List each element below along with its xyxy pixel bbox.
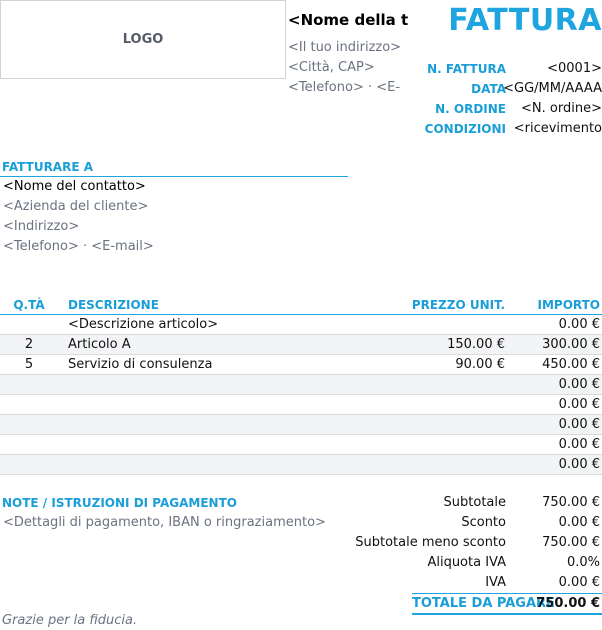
table-row [0, 335, 602, 355]
items-header-row [0, 295, 602, 315]
cell-amount: 0.00 € [558, 377, 600, 392]
totals-row-net [340, 533, 602, 553]
grand-total-value: 750.00 € [536, 596, 600, 611]
company-info [288, 8, 414, 98]
subtotal-value: 750.00 € [542, 495, 600, 510]
cell-unit-price [408, 395, 507, 414]
totals-row-subtotal [340, 493, 602, 513]
meta-value: <0001> [547, 61, 602, 76]
vat-value: 0.00 € [558, 575, 600, 590]
cell-unit-price [408, 315, 507, 334]
cell-unit-price [408, 455, 507, 474]
cell-qty [0, 315, 58, 334]
bill-to-address: <Indirizzo> [3, 219, 80, 234]
meta-label: N. ORDINE [435, 102, 506, 116]
meta-value: <N. ordine> [521, 101, 602, 116]
table-row [0, 355, 602, 375]
bill-to-label: FATTURARE A [0, 158, 348, 177]
logo-placeholder [0, 0, 286, 79]
cell-description: Articolo A [68, 337, 131, 352]
cell-qty [0, 415, 58, 434]
company-address: <Il tuo indirizzo> [288, 40, 402, 55]
meta-value: ricevimento> [513, 121, 602, 136]
bill-to-contact-name: <Nome del contatto> [3, 179, 146, 194]
cell-unit-price: 150.00 € [447, 337, 505, 352]
footer-note: Grazie per la fiducia. [2, 613, 138, 628]
table-row [0, 415, 602, 435]
table-row [0, 455, 602, 475]
bill-to-section [0, 158, 348, 257]
header-amount: IMPORTO [537, 298, 600, 312]
totals-row-discount [340, 513, 602, 533]
cell-description: <Descrizione articolo> [68, 317, 219, 332]
cell-description [58, 455, 408, 474]
header-description: DESCRIZIONE [68, 298, 159, 312]
cell-amount: 0.00 € [558, 457, 600, 472]
meta-label: CONDIZIONI [424, 122, 506, 136]
table-row [0, 435, 602, 455]
document-title: FATTURA [448, 3, 602, 38]
cell-description [58, 375, 408, 394]
cell-unit-price [408, 375, 507, 394]
company-city: <Città, CAP> [288, 60, 375, 75]
cell-amount: 450.00 € [542, 357, 600, 372]
cell-qty [0, 435, 58, 454]
meta-row-terms [412, 119, 602, 139]
header-unit-price: PREZZO UNIT. [411, 298, 505, 312]
cell-qty: 5 [24, 357, 34, 372]
cell-description: Servizio di consulenza [68, 357, 213, 372]
bill-to-company: <Azienda del cliente> [3, 199, 149, 214]
items-table [0, 295, 602, 475]
meta-row-date [412, 79, 602, 99]
meta-label: N. FATTURA [427, 62, 506, 76]
cell-description [58, 415, 408, 434]
totals-row-vat-rate [340, 553, 602, 573]
totals-section [340, 493, 602, 615]
grand-total-label: TOTALE DA PAGARE [412, 596, 555, 611]
cell-unit-price: 90.00 € [455, 357, 505, 372]
cell-unit-price [408, 415, 507, 434]
cell-qty [0, 455, 58, 474]
cell-qty: 2 [24, 337, 34, 352]
cell-description [58, 435, 408, 454]
notes-text: <Dettagli di pagamento, IBAN o ringraziamento> [3, 515, 326, 530]
cell-unit-price [408, 435, 507, 454]
cell-amount: 0.00 € [558, 397, 600, 412]
bill-to-contact: <Telefono> · <E-mail> [3, 239, 154, 254]
vat-label: IVA [485, 575, 506, 590]
cell-amount: 0.00 € [558, 317, 600, 332]
meta-row-invoice-number [412, 59, 602, 79]
header-qty: Q.TÀ [13, 298, 45, 312]
net-value: 750.00 € [542, 535, 600, 550]
subtotal-label: Subtotale [443, 495, 506, 510]
vat-rate-value: 0.0% [566, 555, 600, 570]
invoice-meta [412, 59, 602, 139]
table-row [0, 375, 602, 395]
company-contact: <Telefono> · <E- [288, 80, 401, 95]
logo-text: LOGO [122, 32, 164, 47]
meta-label: DATA [471, 82, 506, 96]
cell-qty [0, 395, 58, 414]
totals-row-vat [340, 573, 602, 593]
net-label: Subtotale meno sconto [355, 535, 506, 550]
notes-label: NOTE / ISTRUZIONI DI PAGAMENTO [2, 496, 237, 510]
notes-section [0, 494, 340, 533]
cell-amount: 0.00 € [558, 417, 600, 432]
discount-label: Sconto [461, 515, 506, 530]
cell-qty [0, 375, 58, 394]
table-row [0, 395, 602, 415]
cell-amount: 0.00 € [558, 437, 600, 452]
totals-row-grand-total [412, 593, 602, 615]
meta-row-order-number [412, 99, 602, 119]
meta-value: GG/MM/AAAA> [503, 81, 602, 96]
table-row [0, 315, 602, 335]
cell-amount: 300.00 € [542, 337, 600, 352]
vat-rate-label: Aliquota IVA [427, 555, 506, 570]
discount-value: 0.00 € [558, 515, 600, 530]
company-name: <Nome della t [288, 11, 409, 29]
cell-description [58, 395, 408, 414]
